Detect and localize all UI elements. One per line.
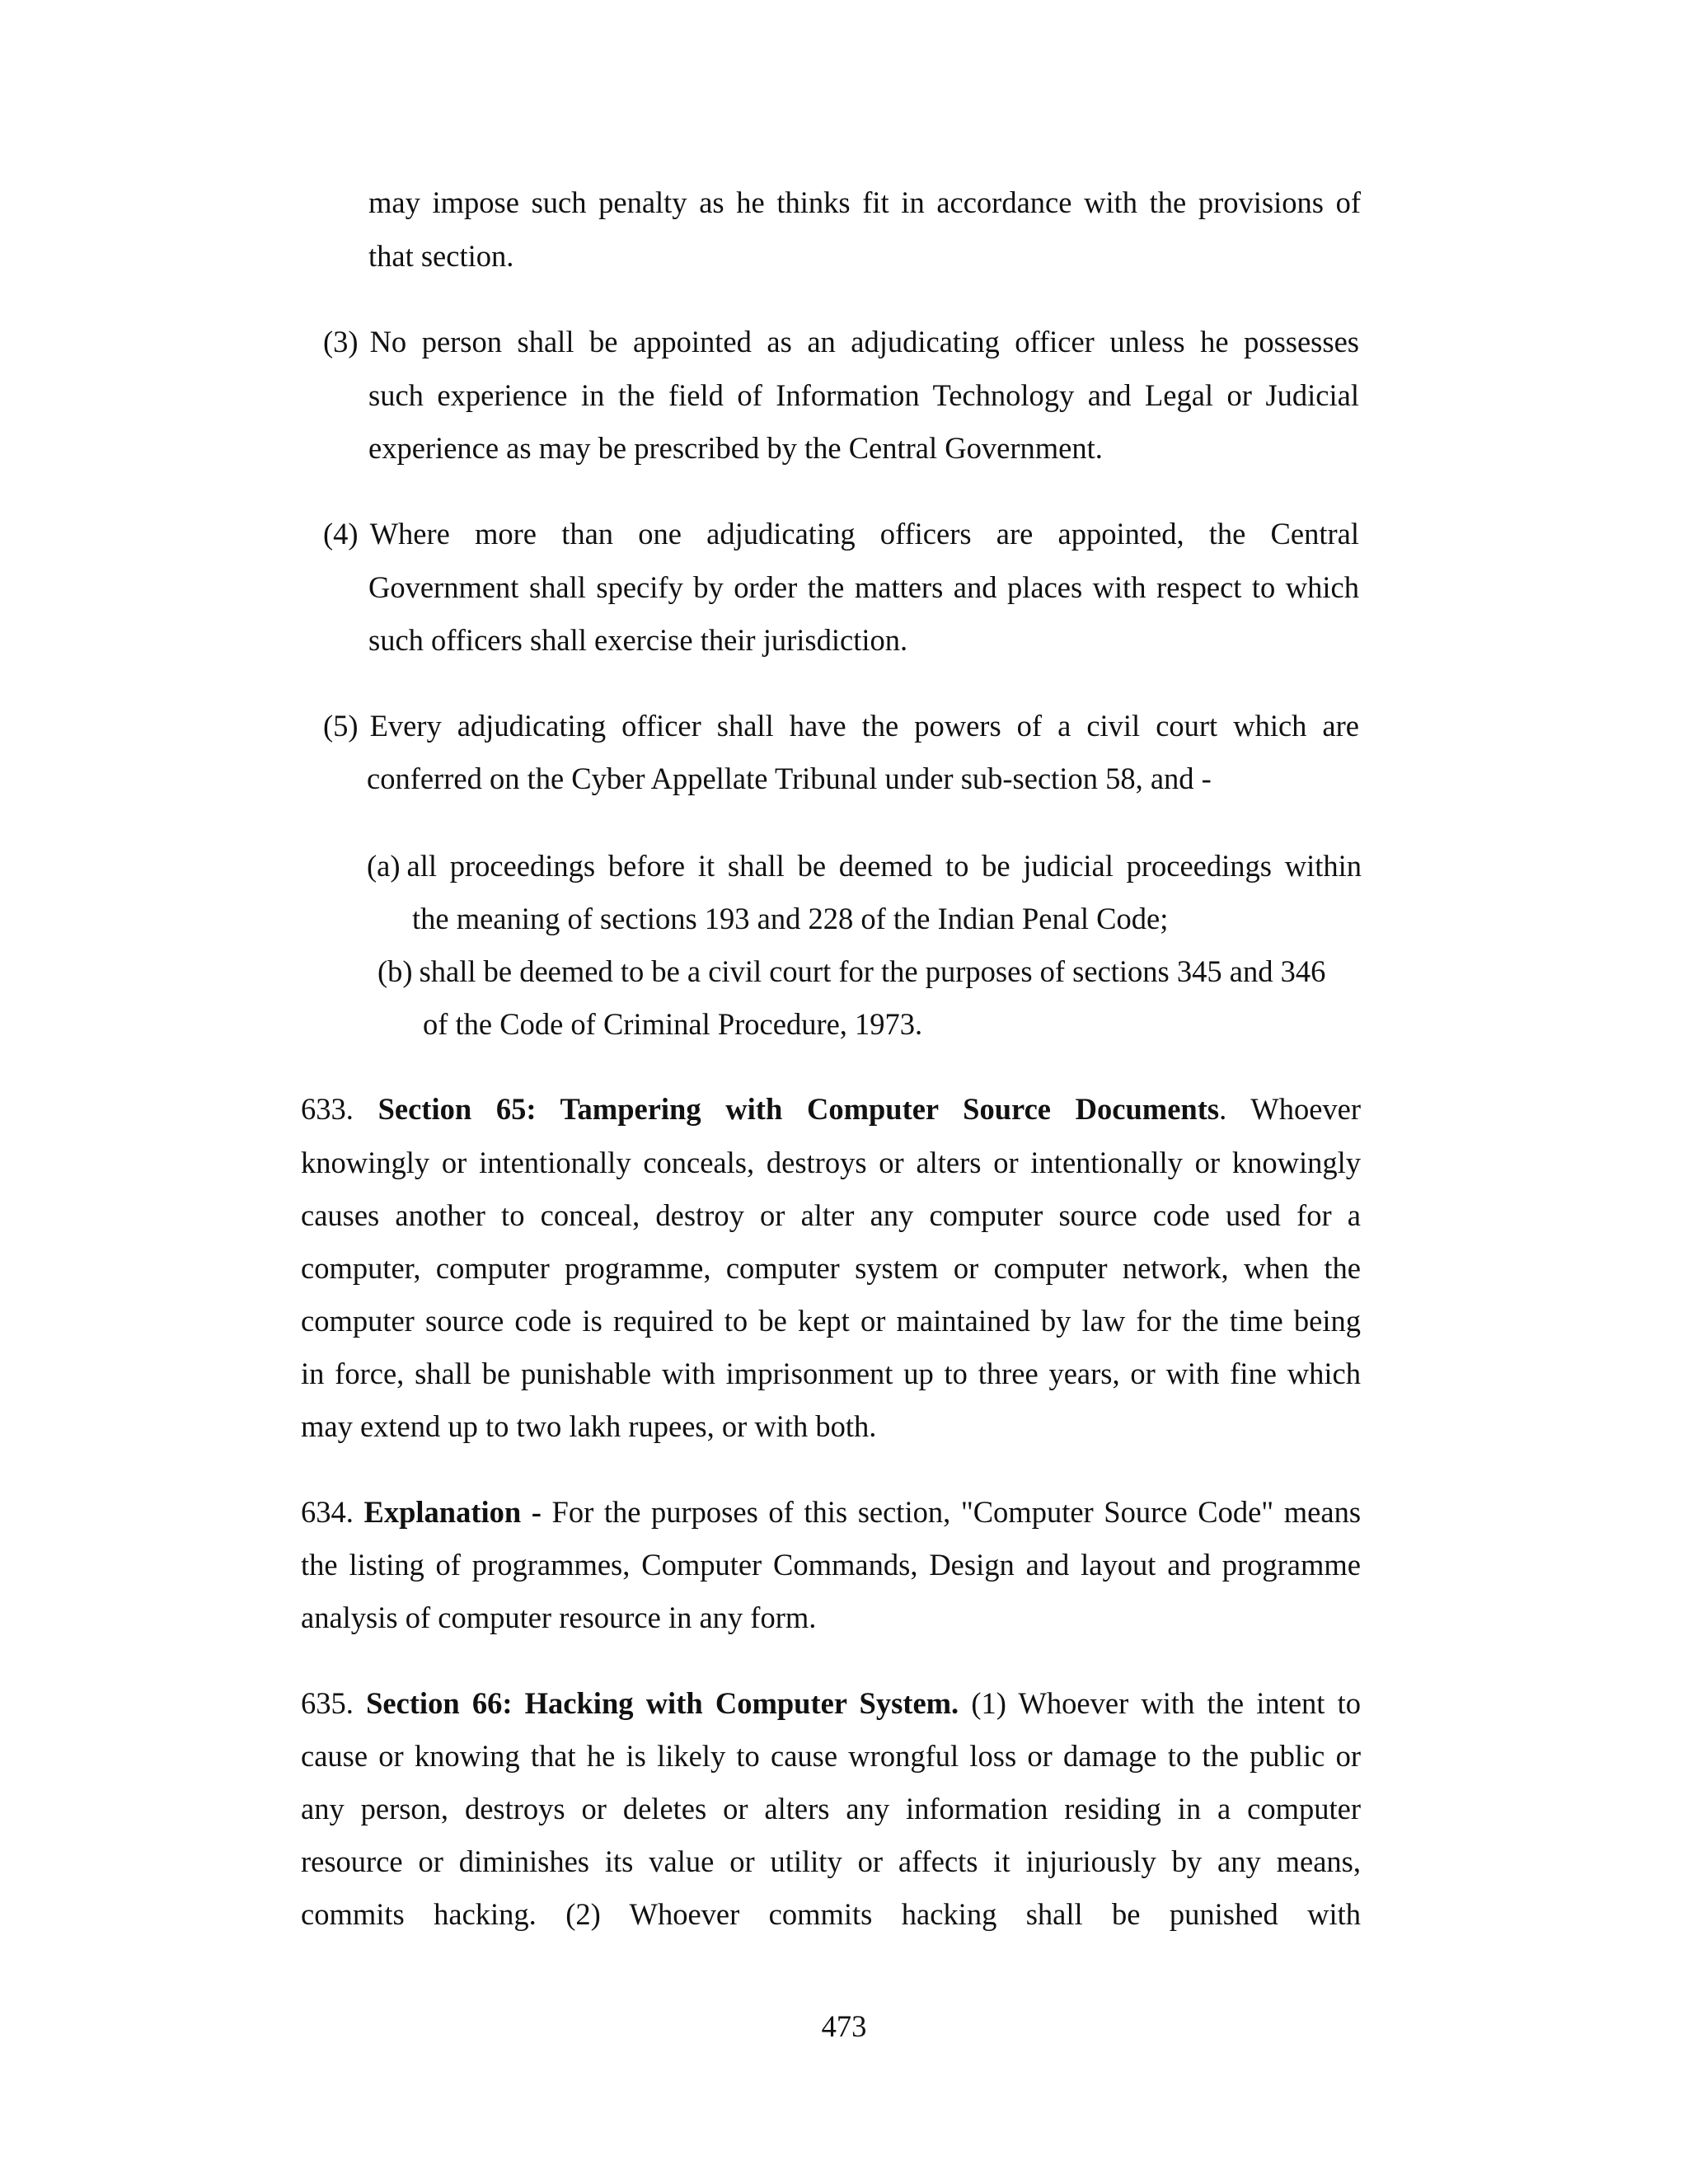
text-line: any person, destroys or deletes or alters any information residing in a computer bbox=[301, 1792, 1361, 1825]
text-line: commits hacking. (2) Whoever commits hacking shall be punished with bbox=[301, 1897, 1361, 1931]
text-span: all proceedings before it shall be deemed to be judicial proceedings within bbox=[406, 849, 1362, 883]
text-line: computer source code is required to be kept or maintained by law for the time being bbox=[301, 1304, 1361, 1338]
paragraph-number: 633. bbox=[301, 1092, 354, 1126]
text-span: Every adjudicating officer shall have the powers of a civil court which are bbox=[369, 709, 1359, 743]
text-line: may impose such penalty as he thinks fit in accordance with the provisions of bbox=[368, 185, 1361, 219]
section-heading: Section 66: Hacking with Computer System. bbox=[366, 1686, 959, 1720]
text-span: No person shall be appointed as an adjudicating officer unless he possesses bbox=[369, 325, 1359, 359]
text-line: such officers shall exercise their jurisdiction. bbox=[368, 623, 908, 657]
text-line: the listing of programmes, Computer Commands, Design and layout and programme bbox=[301, 1548, 1361, 1582]
page-number: 473 bbox=[821, 2009, 867, 2043]
text-line: the meaning of sections 193 and 228 of the Indian Penal Code; bbox=[412, 902, 1169, 935]
text-span: . Whoever bbox=[1219, 1092, 1361, 1126]
paragraph-634-first-line bbox=[301, 1497, 1361, 1528]
subsection-3-first-line bbox=[323, 327, 1359, 358]
text-span: (1) Whoever with the intent to bbox=[971, 1686, 1362, 1720]
subsection-marker: (3) bbox=[323, 325, 359, 359]
text-line: may extend up to two lakh rupees, or with both. bbox=[301, 1409, 877, 1443]
text-line: cause or knowing that he is likely to cause wrongful loss or damage to the public or bbox=[301, 1739, 1361, 1773]
text-line: resource or diminishes its value or utility or affects it injuriously by any means, bbox=[301, 1844, 1361, 1878]
section-heading: Explanation - bbox=[363, 1495, 542, 1529]
paragraph-635-first-line bbox=[301, 1686, 1362, 1720]
text-line: in force, shall be punishable with imprisonment up to three years, or with fine which bbox=[301, 1357, 1361, 1390]
clause-b-first-line bbox=[377, 954, 1326, 988]
text-line: such experience in the field of Information Technology and Legal or Judicial bbox=[368, 378, 1359, 412]
text-span: For the purposes of this section, "Computer Source Code" means bbox=[551, 1495, 1362, 1529]
subsection-4-first-line bbox=[323, 519, 1359, 550]
paragraph-633-first-line bbox=[301, 1094, 1361, 1125]
text-line: Government shall specify by order the matters and places with respect to which bbox=[368, 570, 1359, 604]
text-line: conferred on the Cyber Appellate Tribunal under sub-section 58, and - bbox=[367, 762, 1212, 795]
section-heading: Section 65: Tampering with Computer Source Documents bbox=[377, 1092, 1220, 1126]
clause-a-first-line bbox=[367, 851, 1362, 882]
paragraph-number: 634. bbox=[301, 1495, 354, 1529]
text-span: shall be deemed to be a civil court for the purposes of sections 345 and 346 bbox=[419, 954, 1326, 988]
paragraph-number: 635. bbox=[301, 1686, 354, 1720]
text-line: knowingly or intentionally conceals, destroys or alters or intentionally or knowingly bbox=[301, 1146, 1361, 1179]
text-line: causes another to conceal, destroy or alter any computer source code used for a bbox=[301, 1198, 1361, 1232]
subsection-5-first-line bbox=[323, 711, 1359, 742]
text-line: experience as may be prescribed by the Central Government. bbox=[368, 431, 1103, 465]
subsection-marker: (4) bbox=[323, 517, 359, 551]
text-line: of the Code of Criminal Procedure, 1973. bbox=[423, 1007, 923, 1041]
subsection-marker: (5) bbox=[323, 709, 359, 743]
text-line: computer, computer programme, computer system or computer network, when the bbox=[301, 1251, 1361, 1285]
text-span: Where more than one adjudicating officers are appointed, the Central bbox=[369, 517, 1359, 551]
clause-marker: (b) bbox=[377, 954, 413, 988]
text-line: that section. bbox=[368, 239, 514, 273]
text-line: analysis of computer resource in any form. bbox=[301, 1601, 817, 1634]
clause-marker: (a) bbox=[367, 849, 401, 883]
